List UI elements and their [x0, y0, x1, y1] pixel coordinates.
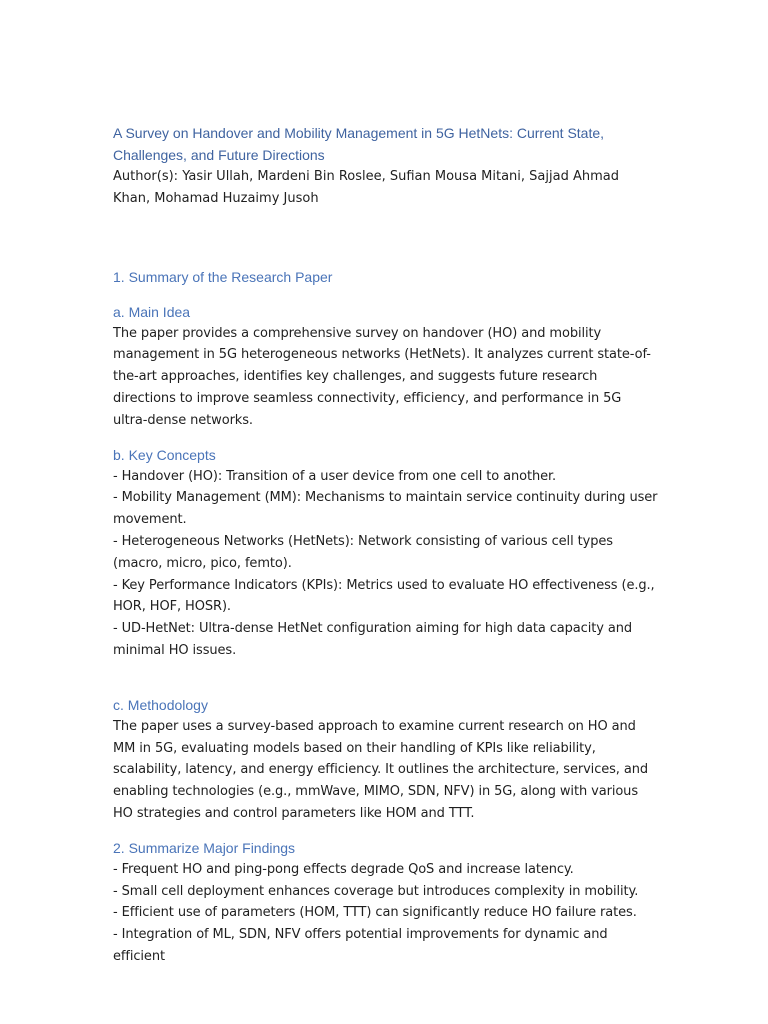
list-item: - Frequent HO and ping-pong effects degrade QoS and increase latency.: [113, 861, 574, 877]
main-idea-text: The paper provides a comprehensive survey on handover (HO) and mobility management in 5G heterogeneous networks (HetNets). It analyzes current state-of-the-art approaches, identifies key challenges, and suggests future research directions to improve seamless connectivity, efficiency, and performance in 5G ultra-dense networks.: [113, 325, 651, 428]
list-item: - Handover (HO): Transition of a user device from one cell to another.: [113, 468, 557, 484]
section1-heading: 1. Summary of the Research Paper: [113, 268, 333, 285]
section2-heading: 2. Summarize Major Findings: [113, 839, 296, 856]
list-item: - UD-HetNet: Ultra-dense HetNet configuration aiming for high data capacity and minimal HO issues.: [113, 621, 632, 658]
spacer: [113, 825, 658, 837]
methodology-heading: c. Methodology: [113, 696, 208, 713]
document-title: A Survey on Handover and Mobility Management in 5G HetNets: Current State, Challenges, and Future Directions: [113, 125, 605, 163]
document-authors: Author(s): Yasir Ullah, Mardeni Bin Roslee, Sufian Mousa Mitani, Sajjad Ahmad Khan, Mohamad Huzaimy Jusoh: [113, 169, 619, 206]
spacer: [113, 662, 658, 694]
key-concepts-heading: b. Key Concepts: [113, 446, 216, 463]
key-concepts-list: [113, 466, 658, 662]
list-item: - Efficient use of parameters (HOM, TTT) can significantly reduce HO failure rates.: [113, 905, 637, 921]
list-item: - Small cell deployment enhances coverage but introduces complexity in mobility.: [113, 883, 639, 899]
main-idea-heading: a. Main Idea: [113, 303, 191, 320]
list-item: - Key Performance Indicators (KPIs): Metrics used to evaluate HO effectiveness (e.g., HOR, HOF, HOSR).: [113, 577, 655, 615]
methodology-text: The paper uses a survey-based approach to examine current research on HO and MM in 5G, evaluating models based on their handling of KPIs like reliability, scalability, latency, and energy efficiency. It outlines the architecture, services, and enabling technologies (e.g., mmWave, MIMO, SDN, NFV) in 5G, along with various HO strategies and control parameters like HOM and TTT.: [113, 718, 649, 821]
list-item: - Mobility Management (MM): Mechanisms to maintain service continuity during user movement.: [113, 490, 658, 528]
major-findings-list: [113, 859, 658, 968]
spacer: [113, 210, 658, 266]
list-item: - Heterogeneous Networks (HetNets): Network consisting of various cell types (macro, micro, pico, femto).: [113, 533, 613, 571]
document-page: [113, 122, 658, 968]
spacer: [113, 288, 658, 301]
list-item: - Integration of ML, SDN, NFV offers potential improvements for dynamic and efficient: [113, 927, 608, 964]
spacer: [113, 432, 658, 444]
